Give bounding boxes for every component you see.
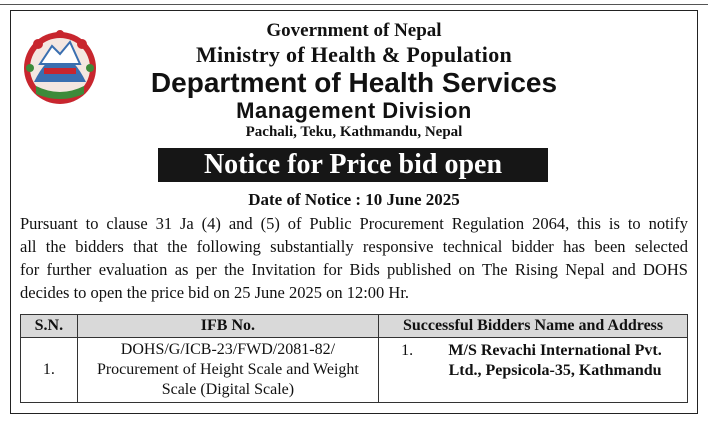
body-line: for further evaluation as per the Invitation for Bids published on The Rising Nepal and DOHS — [20, 260, 688, 279]
department-title: Department of Health Services — [150, 67, 558, 98]
header-sn: S.N. — [21, 315, 78, 338]
government-title: Government of Nepal — [266, 20, 442, 41]
body-line: Pursuant to clause 31 Ja (4) and (5) of Public Procurement Regulation 2064, this is to notify — [20, 214, 688, 233]
cell-ifb — [77, 338, 378, 403]
ministry-title: Ministry of Health & Population — [195, 42, 513, 67]
top-rule — [0, 4, 708, 5]
bidder-name-address: M/S Revachi International Pvt. Ltd., Pepsicola-35, Kathmandu — [448, 342, 662, 379]
bidder-number: 1. — [401, 342, 414, 359]
header-ifb: IFB No. — [77, 315, 378, 338]
office-address: Pachali, Teku, Kathmandu, Nepal — [245, 124, 463, 140]
header-bidder: Successful Bidders Name and Address — [379, 315, 688, 338]
bidders-table — [20, 314, 688, 403]
notice-body — [20, 212, 688, 304]
table-header-row — [21, 315, 688, 338]
body-line: all the bidders that the following substantially responsive technical bidder has been selected — [20, 237, 688, 256]
cell-bidder — [379, 338, 688, 403]
body-line: decides to open the price bid on 25 June 2025 on 12:00 Hr. — [20, 283, 410, 302]
notice-date: Date of Notice : 10 June 2025 — [248, 190, 460, 209]
table-row — [21, 338, 688, 403]
ifb-description: DOHS/G/ICB-23/FWD/2081-82/ Procurement of Height Scale and Weight Scale (Digital Scale) — [96, 341, 359, 398]
cell-sn: 1. — [21, 338, 78, 403]
notice-title: Notice for Price bid open — [158, 148, 548, 182]
division-title: Management Division — [236, 98, 472, 123]
